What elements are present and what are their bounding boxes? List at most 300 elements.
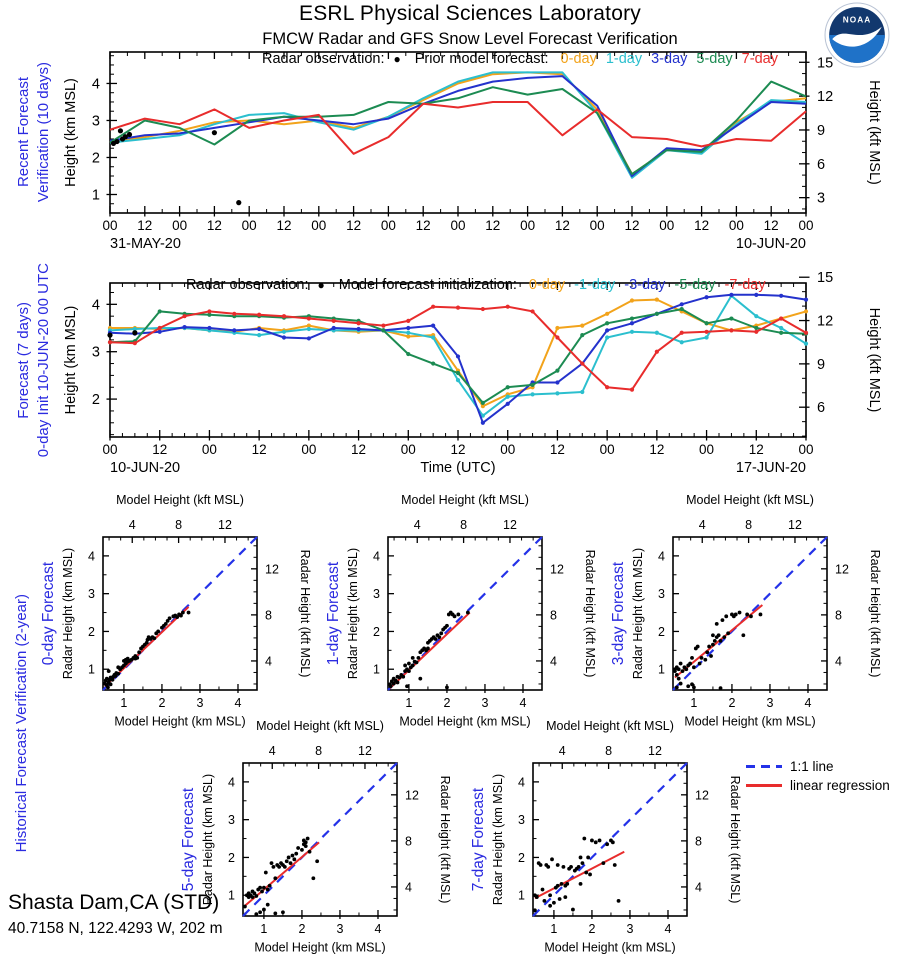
scatter-point <box>533 908 537 912</box>
series-marker--5-day <box>431 361 435 365</box>
scatter-point <box>311 876 315 880</box>
series-marker--7-day <box>456 306 460 310</box>
x-tick-label: 00 <box>728 218 744 233</box>
y-tick-label: 3 <box>373 587 380 602</box>
kft-top-tick-label: 8 <box>605 744 613 758</box>
series-marker--3-day <box>356 327 360 331</box>
scatter-point <box>711 643 715 647</box>
series-marker--3-day <box>555 380 559 384</box>
scatter-point <box>679 682 683 686</box>
scatter-point <box>272 865 276 869</box>
recent-verification-label-line2: Verification (10 days) <box>34 61 52 203</box>
x-tick-label: 1 <box>260 922 268 936</box>
series-marker--3-day <box>282 335 286 339</box>
scatter-point <box>262 908 266 912</box>
series-marker-0-day <box>630 298 634 302</box>
y-tick-label: 3 <box>91 344 100 361</box>
scatter-point <box>703 658 707 662</box>
top-axis-title: Model Height (kft MSL) <box>401 493 529 507</box>
scatter-title: 5-day Forecast <box>180 787 197 892</box>
x-tick-label: 12 <box>137 218 153 233</box>
scatter-point <box>258 886 262 890</box>
y-tick-label: 3 <box>88 587 95 602</box>
scatter-7day-forecast <box>468 715 748 961</box>
scatter-point <box>266 888 270 892</box>
legend-item-0day: 0-day <box>560 51 597 67</box>
scatter-point <box>437 635 441 639</box>
right-axis-title: Radar Height (kft MSL) <box>438 775 452 904</box>
scatter-point <box>281 910 285 914</box>
y-tick-label: 3 <box>518 813 525 828</box>
y-tick-label: 4 <box>373 549 380 564</box>
y-tick-label: 1 <box>373 662 380 677</box>
scatter-point <box>686 684 690 688</box>
kft-top-tick-label: 12 <box>788 518 802 532</box>
station-name: Shasta Dam,CA (STD) <box>8 891 220 914</box>
top-axis-title: Model Height (kft MSL) <box>256 719 384 733</box>
series-marker--5-day <box>481 401 485 405</box>
scatter-point <box>304 844 308 848</box>
radar-obs-point <box>127 132 132 137</box>
scatter-point <box>539 863 543 867</box>
scatter-point <box>466 611 470 615</box>
series-marker--3-day <box>207 326 211 330</box>
scatter-point <box>677 677 681 681</box>
left-axis-title: Radar Height (km MSL) <box>201 773 215 906</box>
y-tick-label: 4 <box>91 297 100 314</box>
scatter-point <box>715 622 719 626</box>
scatter-title: 7-day Forecast <box>470 787 487 892</box>
x-tick-label: 00 <box>599 442 615 457</box>
x-tick-label: 00 <box>102 442 118 457</box>
radar-obs-point <box>212 130 217 135</box>
scatter-point <box>181 611 185 615</box>
kft-top-tick-label: 12 <box>503 518 517 532</box>
legend-item-1day: 1-day <box>605 51 643 67</box>
kft-top-tick-label: 8 <box>175 518 183 532</box>
scatter-point <box>133 657 137 661</box>
kft-top-tick-label: 4 <box>413 518 421 532</box>
y-tick-label: 3 <box>658 587 665 602</box>
kft-right-tick-label: 12 <box>405 788 419 803</box>
scatter-point <box>168 616 172 620</box>
y-tick-label: 4 <box>518 775 525 790</box>
y-axis-title: Height (km MSL) <box>63 78 79 187</box>
series-marker--1-day <box>431 335 435 339</box>
scatter-title: 0-day Forecast <box>40 561 57 666</box>
series-marker-0-day <box>605 312 609 316</box>
scatter-point <box>417 656 421 660</box>
y-tick-label: 2 <box>91 150 100 167</box>
radar-obs-dot-icon: ● <box>393 52 401 66</box>
series-marker--7-day <box>605 385 609 389</box>
x-tick-label: 2 <box>298 922 306 936</box>
series-marker--5-day <box>729 316 733 320</box>
kft-tick-label: 9 <box>817 356 826 373</box>
scatter-point <box>590 839 594 843</box>
series-marker--3-day <box>779 294 783 298</box>
x-tick-label: 00 <box>500 442 516 457</box>
scatter-point <box>396 681 400 685</box>
scatter-point <box>577 865 581 869</box>
y-tick-label: 2 <box>91 392 100 409</box>
scatter-point <box>456 613 460 617</box>
scatter-point <box>405 684 409 688</box>
series-marker--7-day <box>108 340 112 344</box>
kft-axis-title: Height (kft MSL) <box>866 307 882 413</box>
scatter-point <box>287 856 291 860</box>
kft-tick-label: 15 <box>817 55 834 72</box>
x-tick-label: 12 <box>748 442 764 457</box>
scatter-title: 1-day Forecast <box>325 561 342 666</box>
scatter-point <box>285 859 289 863</box>
kft-top-tick-label: 4 <box>128 518 136 532</box>
x-tick-label: 12 <box>251 442 267 457</box>
series-marker--7-day <box>779 316 783 320</box>
series-marker--7-day <box>729 328 733 332</box>
scatter-point <box>717 633 721 637</box>
scatter-point <box>291 854 295 858</box>
y-tick-label: 1 <box>88 662 95 677</box>
scatter-point <box>724 614 728 618</box>
series-marker--5-day <box>704 321 708 325</box>
series-marker--5-day <box>580 333 584 337</box>
scatter-point <box>558 897 562 901</box>
x-tick-label: 1 <box>550 922 558 936</box>
series-marker--1-day <box>655 331 659 335</box>
series-marker--5-day <box>754 326 758 330</box>
x-tick-label: 12 <box>152 442 168 457</box>
scatter-point <box>266 903 270 907</box>
scatter-point <box>411 656 415 660</box>
x-tick-label: 00 <box>400 442 416 457</box>
scatter-point <box>109 682 113 686</box>
page-header <box>0 2 898 49</box>
y-tick-label: 2 <box>228 850 235 865</box>
scatter-point <box>745 613 749 617</box>
x-tick-label: 00 <box>659 218 675 233</box>
scatter-point <box>137 650 141 654</box>
forecast-label-line1: Forecast (7 days) <box>14 301 32 419</box>
x-tick-label: 2 <box>443 696 451 710</box>
legend-obs-label: Radar observation: <box>262 51 385 67</box>
series-marker--7-day <box>257 313 261 317</box>
x-tick-label: 12 <box>206 218 222 233</box>
x-tick-label: 3 <box>626 922 634 936</box>
x-tick-label: 00 <box>798 218 814 233</box>
series-marker--5-day <box>506 385 510 389</box>
y-tick-label: 4 <box>658 549 665 564</box>
kft-right-tick-label: 8 <box>265 608 272 623</box>
series-marker--1-day <box>530 392 534 396</box>
series-marker--3-day <box>704 295 708 299</box>
scatter-point <box>675 673 679 677</box>
scatter-point <box>389 684 393 688</box>
scatter-point <box>106 685 110 689</box>
kft-top-tick-label: 8 <box>460 518 468 532</box>
kft-right-tick-label: 8 <box>405 834 412 849</box>
series-marker--7-day <box>481 307 485 311</box>
radar-obs-point <box>236 200 241 205</box>
series-marker--7-day <box>207 309 211 313</box>
scatter-point <box>611 840 615 844</box>
x-tick-label: 3 <box>196 696 204 710</box>
scatter-point <box>541 888 545 892</box>
series-marker--7-day <box>555 335 559 339</box>
series-marker--1-day <box>704 335 708 339</box>
scatter-point <box>569 865 573 869</box>
forecast-label-line2: 0-day Init 10-JUN-20 00 UTC <box>34 262 52 458</box>
series-marker--3-day <box>182 325 186 329</box>
series-3-day <box>110 76 806 176</box>
series-marker--7-day <box>680 331 684 335</box>
kft-right-tick-label: 8 <box>550 608 557 623</box>
scatter-point <box>677 667 681 671</box>
scatter-point <box>681 669 685 673</box>
scatter-point <box>411 664 415 668</box>
series-marker--1-day <box>580 390 584 394</box>
recent-verification-label-line1: Recent Forecast <box>14 76 32 188</box>
scatter-point <box>107 669 111 673</box>
left-axis-title: Radar Height (km MSL) <box>61 547 75 680</box>
scatter-point <box>294 852 298 856</box>
y-tick-label: 4 <box>88 549 95 564</box>
legend-item-3day: 3-day <box>651 51 688 67</box>
x-tick-label: 12 <box>450 442 466 457</box>
series-marker--1-day <box>804 342 808 346</box>
series-marker-0-day <box>406 334 410 338</box>
legend-item-0day: 0-day <box>528 277 566 293</box>
x-tick-label: 3 <box>766 696 774 710</box>
scatter-point <box>705 650 709 654</box>
scatter-point <box>741 633 745 637</box>
series-marker--5-day <box>680 307 684 311</box>
series-marker--3-day <box>307 336 311 340</box>
y-tick-label: 1 <box>91 187 100 204</box>
left-axis-title: Radar Height (km MSL) <box>631 547 645 680</box>
series-marker--7-day <box>431 305 435 309</box>
scatter-point <box>719 639 723 643</box>
kft-right-tick-label: 4 <box>265 654 272 669</box>
noaa-logo-text: NOAA <box>842 15 872 25</box>
y-tick-label: 2 <box>373 624 380 639</box>
series-marker-0-day <box>580 324 584 328</box>
series-marker--7-day <box>332 319 336 323</box>
scatter-point <box>304 840 308 844</box>
scatter-point <box>543 899 547 903</box>
scatter-point <box>401 675 405 679</box>
timeseries1-legend <box>262 51 787 67</box>
x-tick-label: 00 <box>102 218 118 233</box>
scatter-point <box>289 861 293 865</box>
scatter-point <box>734 613 738 617</box>
series-marker--7-day <box>381 324 385 328</box>
kft-axis-title: Height (kft MSL) <box>866 80 882 185</box>
x-tick-label: 1 <box>120 696 128 710</box>
scatter-point <box>415 661 419 665</box>
scatter-point <box>582 837 586 841</box>
x-tick-label: 12 <box>276 218 292 233</box>
forecast-label <box>10 262 56 458</box>
x-tick-label: 00 <box>241 218 257 233</box>
y-tick-label: 3 <box>91 113 100 130</box>
series-marker--3-day <box>332 326 336 330</box>
kft-tick-label: 6 <box>817 156 826 173</box>
series-marker--5-day <box>406 352 410 356</box>
x-start-date: 10-JUN-20 <box>110 460 181 476</box>
kft-top-tick-label: 4 <box>558 744 566 758</box>
scatter-point <box>692 665 696 669</box>
series-marker--1-day <box>456 378 460 382</box>
scatter-point <box>300 848 304 852</box>
series-marker--1-day <box>754 314 758 318</box>
y-tick-label: 1 <box>518 888 525 903</box>
scatter-1day-forecast <box>323 489 603 735</box>
series-marker--5-day <box>605 321 609 325</box>
x-tick-label: 00 <box>380 218 396 233</box>
series-marker--7-day <box>232 312 236 316</box>
kft-top-tick-label: 12 <box>648 744 662 758</box>
bottom-axis-title: Model Height (km MSL) <box>544 940 676 955</box>
kft-tick-label: 12 <box>817 313 834 330</box>
one-to-one-line <box>243 763 397 916</box>
right-axis-title: Radar Height (kft MSL) <box>583 549 597 678</box>
scatter-point <box>586 856 590 860</box>
scatter-point <box>749 614 753 618</box>
scatter-point <box>251 895 255 899</box>
scatter-point <box>562 865 566 869</box>
scatter-point <box>156 630 160 634</box>
x-tick-label: 1 <box>690 696 698 710</box>
kft-right-tick-label: 4 <box>695 880 702 895</box>
scatter-point <box>759 613 763 617</box>
series-1-day <box>110 72 806 177</box>
scatter-point <box>696 645 700 649</box>
x-tick-label: 12 <box>554 218 570 233</box>
series-marker--3-day <box>257 327 261 331</box>
series-marker--1-day <box>605 335 609 339</box>
one-to-one-line-sample <box>746 765 782 768</box>
legend-model-label: Model forecast initialization: <box>338 277 517 293</box>
series-marker--3-day <box>506 402 510 406</box>
x-tick-label: 12 <box>763 218 779 233</box>
series-marker--1-day <box>779 326 783 330</box>
series-marker--5-day <box>655 312 659 316</box>
series-marker--1-day <box>680 340 684 344</box>
series-marker--7-day <box>804 331 808 335</box>
series-marker--7-day <box>630 388 634 392</box>
x-tick-label: 12 <box>351 442 367 457</box>
series-marker--7-day <box>406 319 410 323</box>
kft-right-tick-label: 4 <box>550 654 557 669</box>
radar-obs-point <box>107 333 112 338</box>
bottom-axis-title: Model Height (km MSL) <box>114 714 246 729</box>
series-marker--5-day <box>158 309 162 313</box>
scatter-point <box>581 861 585 865</box>
series-marker--7-day <box>307 316 311 320</box>
scatter-point <box>315 859 319 863</box>
x-tick-label: 00 <box>699 442 715 457</box>
series-marker--3-day <box>158 330 162 334</box>
series-marker--1-day <box>630 330 634 334</box>
series-marker--1-day <box>257 333 261 337</box>
x-tick-label: 00 <box>311 218 327 233</box>
y-tick-label: 2 <box>88 624 95 639</box>
scatter-point <box>403 664 407 668</box>
scatter-point <box>711 633 715 637</box>
station-info <box>8 891 223 938</box>
scatter-point <box>726 631 730 635</box>
scatter-point <box>254 894 258 898</box>
series-marker--5-day <box>381 328 385 332</box>
scatter-point <box>418 677 422 681</box>
scatter-point <box>306 837 310 841</box>
series-marker--5-day <box>530 383 534 387</box>
scatter-point <box>598 839 602 843</box>
scatter-point <box>594 840 598 844</box>
left-axis-title: Radar Height (km MSL) <box>491 773 505 906</box>
x-tick-label: 3 <box>336 922 344 936</box>
station-coords: 40.7158 N, 122.4293 W, 202 m <box>8 920 223 937</box>
y-tick-label: 2 <box>658 624 665 639</box>
x-tick-label: 12 <box>549 442 565 457</box>
radar-obs-dot-icon: ● <box>317 278 325 292</box>
legend-item-7day: 7-day <box>741 51 778 67</box>
scatter-point <box>277 865 281 869</box>
scatter-point <box>579 882 583 886</box>
series-marker--5-day <box>555 369 559 373</box>
x-tick-label: 00 <box>172 218 188 233</box>
scatter-0day-forecast <box>38 489 318 735</box>
page-title: ESRL Physical Sciences Laboratory <box>299 2 641 25</box>
series-marker--7-day <box>182 314 186 318</box>
scatter-point <box>296 846 300 850</box>
scatter-point <box>273 876 277 880</box>
series-marker--7-day <box>506 305 510 309</box>
scatter-point <box>605 842 609 846</box>
series-marker--3-day <box>431 324 435 328</box>
x-tick-label: 12 <box>694 218 710 233</box>
one-to-one-line-label: 1:1 line <box>790 759 834 774</box>
x-tick-label: 12 <box>415 218 431 233</box>
x-tick-label: 12 <box>346 218 362 233</box>
scatter-point <box>556 863 560 867</box>
scatter-point <box>617 899 621 903</box>
top-axis-title: Model Height (kft MSL) <box>686 493 814 507</box>
right-axis-title: Radar Height (kft MSL) <box>868 549 882 678</box>
series-marker--7-day <box>356 321 360 325</box>
kft-top-tick-label: 4 <box>698 518 706 532</box>
x-axis-title: Time (UTC) <box>420 460 496 476</box>
series-marker--5-day <box>630 316 634 320</box>
series-marker--7-day <box>282 314 286 318</box>
scatter-point <box>684 667 688 671</box>
scatter-point <box>707 645 711 649</box>
scatter-point <box>264 871 268 875</box>
scatter-point <box>453 614 457 618</box>
scatter-point <box>601 861 605 865</box>
kft-tick-label: 9 <box>817 122 826 139</box>
series-marker--3-day <box>481 421 485 425</box>
scatter-point <box>565 882 569 886</box>
kft-top-tick-label: 4 <box>268 744 276 758</box>
scatter-point <box>579 856 583 860</box>
series-marker--3-day <box>729 293 733 297</box>
scatter-legend <box>746 757 890 795</box>
series-marker-0-day <box>655 297 659 301</box>
scatter-point <box>719 686 723 690</box>
scatter-point <box>690 656 694 660</box>
